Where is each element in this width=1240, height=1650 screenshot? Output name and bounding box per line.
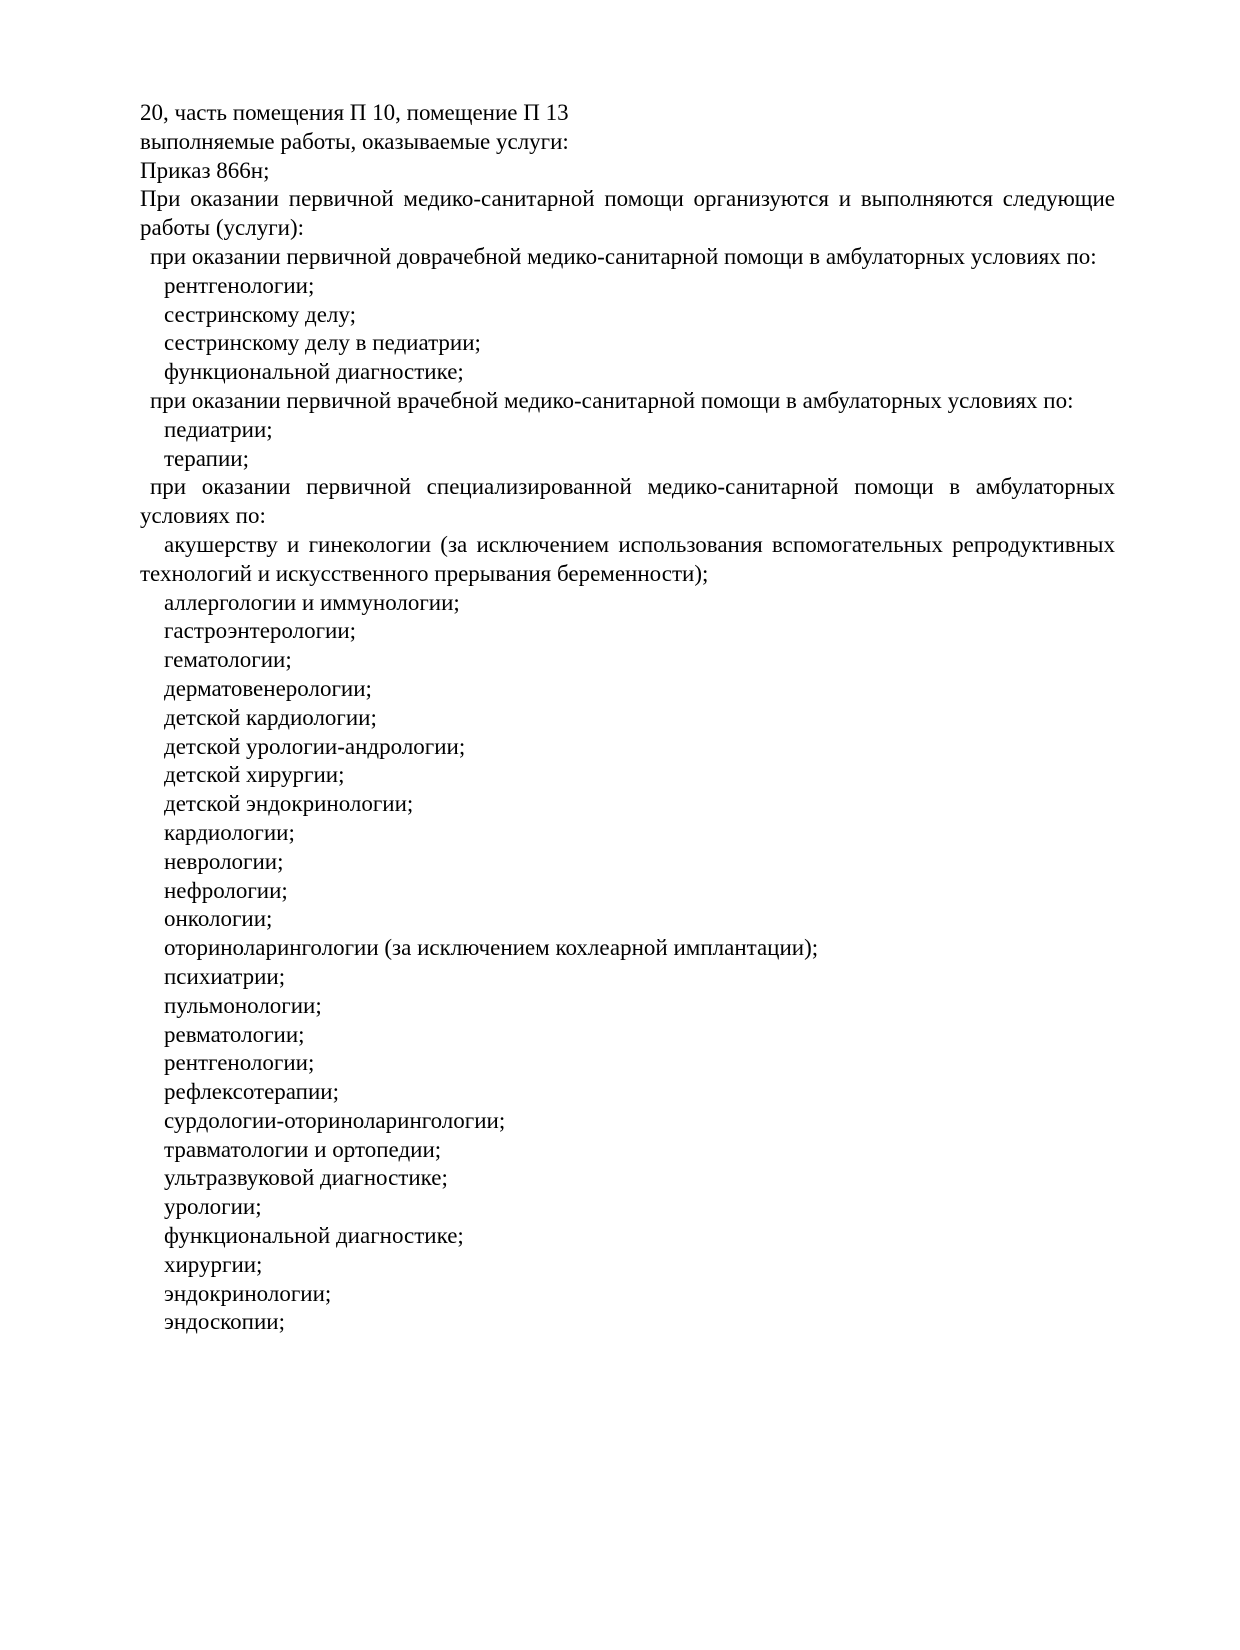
document-line: онкологии; [164,906,273,932]
document-line: неврологии; [164,848,284,874]
document-line: сестринскому делу в педиатрии; [164,330,481,356]
document-line: гастроэнтерологии; [164,618,357,644]
document-line: детской урологии-андрологии; [164,733,466,759]
document-body [140,99,1115,1337]
document-line: эндокринологии; [164,1280,332,1306]
document-line: рефлексотерапии; [164,1079,339,1105]
document-line: урологии; [164,1194,262,1220]
document-line: педиатрии; [164,416,273,442]
document-line: При оказании первичной медико-санитарной помощи организуются и выполняются следующие работы (услуги): [140,186,1115,241]
document-line: детской эндокринологии; [164,791,414,817]
document-line: терапии; [164,445,249,471]
document-line: дерматовенерологии; [164,675,372,701]
document-line: ревматологии; [164,1021,305,1047]
document-line: оториноларингологии (за исключением кохлеарной имплантации); [164,935,819,961]
document-line: при оказании первичной специализированной медико-санитарной помощи в амбулаторных условиях по: [140,474,1115,529]
document-line: нефрологии; [164,877,288,903]
document-line: аллергологии и иммунологии; [164,589,460,615]
document-line: 20, часть помещения П 10, помещение П 13 [140,100,569,125]
document-line: Приказ 866н; [140,157,270,183]
document-line: рентгенологии; [164,1050,315,1076]
document-line: сурдологии-оториноларингологии; [164,1107,506,1133]
document-line: пульмонологии; [164,992,322,1018]
document-line: при оказании первичной врачебной медико-санитарной помощи в амбулаторных условиях по: [150,387,1074,413]
document-line: функциональной диагностике; [164,359,464,385]
document-line: сестринскому делу; [164,301,356,327]
document-line: кардиологии; [164,819,295,845]
document-line: эндоскопии; [164,1309,285,1335]
document-line: выполняемые работы, оказываемые услуги: [140,128,569,154]
document-line: детской хирургии; [164,762,345,788]
document-line: ультразвуковой диагностике; [164,1165,448,1191]
document-line: детской кардиологии; [164,704,377,730]
document-line: рентгенологии; [164,272,315,298]
document-line: психиатрии; [164,963,286,989]
document-line: травматологии и ортопедии; [164,1136,442,1162]
document-line: функциональной диагностике; [164,1223,464,1249]
document-line: хирургии; [164,1251,263,1277]
document-line: акушерству и гинекологии (за исключением использования вспомогательных репродуктивных технологий и искусственного прерывания беременности); [140,531,1115,586]
document-line: гематологии; [164,647,292,673]
document-line: при оказании первичной доврачебной медико-санитарной помощи в амбулаторных условиях по: [150,243,1097,269]
